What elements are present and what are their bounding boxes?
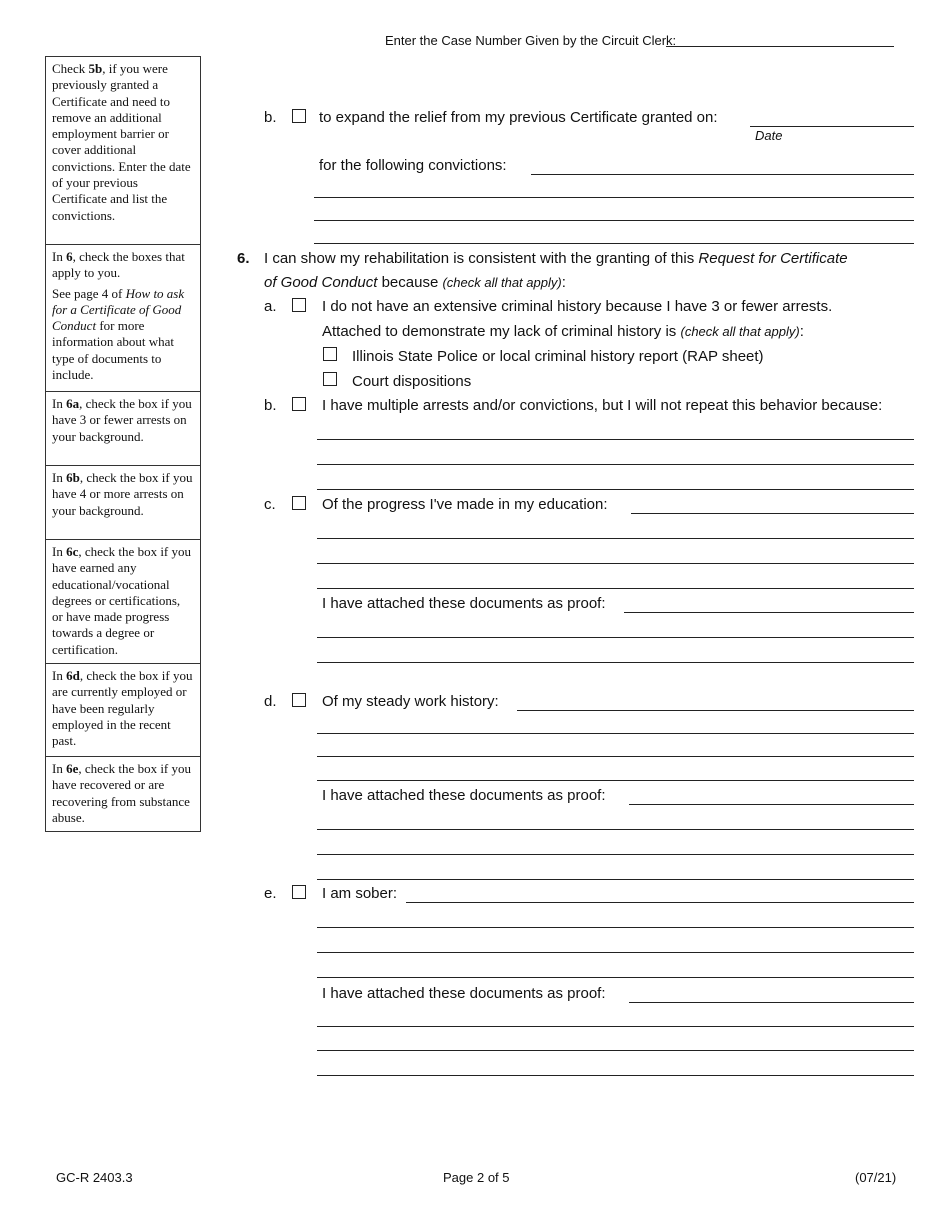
item-6c-field-line[interactable]	[317, 588, 914, 589]
item-6d-checkbox[interactable]	[292, 693, 306, 707]
section-6-intro-line2: of Good Conduct because (check all that apply):	[264, 274, 566, 291]
rap-sheet-label: Illinois State Police or local criminal history report (RAP sheet)	[352, 348, 764, 365]
case-number-label: Enter the Case Number Given by the Circuit Clerk:	[385, 33, 677, 48]
item-5b-checkbox[interactable]	[292, 109, 306, 123]
item-6c-proof-field-line[interactable]	[624, 612, 914, 613]
date-caption: Date	[755, 128, 783, 143]
item-6c-field-line[interactable]	[317, 538, 914, 539]
item-6c-field-line[interactable]	[631, 513, 914, 514]
item-6e-proof-field-line[interactable]	[317, 1050, 914, 1051]
item-6d-proof-label: I have attached these documents as proof:	[322, 787, 606, 804]
item-6e-text: I am sober:	[322, 885, 398, 902]
convictions-label: for the following convictions:	[319, 157, 507, 174]
section-6-number: 6.	[237, 250, 250, 267]
court-dispositions-label: Court dispositions	[352, 373, 472, 390]
item-6c-field-line[interactable]	[317, 563, 914, 564]
item-6b-field-line[interactable]	[317, 439, 914, 440]
court-dispositions-checkbox[interactable]	[323, 372, 337, 386]
item-6e-checkbox[interactable]	[292, 885, 306, 899]
item-6e-proof-field-line[interactable]	[629, 1002, 914, 1003]
item-6d-text: Of my steady work history:	[322, 693, 499, 710]
instruction-box-6: In 6, check the boxes that apply to you. See page 4 of How to ask for a Certificate of Good Conduct for more information about what type of documents to include.	[46, 245, 200, 392]
item-6e-proof-label: I have attached these documents as proof:	[322, 985, 606, 1002]
page-number: Page 2 of 5	[443, 1170, 510, 1185]
instruction-box-5b: Check 5b, if you were previously granted a Certificate and need to remove an additional employment barrier or cover additional convictions. Enter the date of your previous Certificate and list the convictions.	[46, 57, 200, 245]
item-5b-letter: b.	[264, 109, 277, 126]
case-number-field[interactable]	[666, 46, 894, 47]
form-revision-date: (07/21)	[855, 1170, 897, 1185]
item-6b-text: I have multiple arrests and/or convictions, but I will not repeat this behavior because:	[322, 397, 883, 414]
item-6e-proof-field-line[interactable]	[317, 1075, 914, 1076]
previous-certificate-date-field[interactable]	[750, 126, 914, 127]
instruction-box-6e: In 6e, check the box if you have recovered or are recovering from substance abuse.	[52, 761, 192, 825]
item-6a-attached-label: Attached to demonstrate my lack of criminal history is (check all that apply):	[322, 323, 804, 340]
item-6e-field-line[interactable]	[406, 902, 914, 903]
item-6a-checkbox[interactable]	[292, 298, 306, 312]
convictions-field-line[interactable]	[531, 174, 914, 175]
convictions-field-line[interactable]	[314, 243, 914, 244]
item-6b-letter: b.	[264, 397, 277, 414]
item-6c-text: Of the progress I've made in my education:	[322, 496, 608, 513]
item-6c-proof-label: I have attached these documents as proof:	[322, 595, 606, 612]
item-6c-checkbox[interactable]	[292, 496, 306, 510]
convictions-field-line[interactable]	[314, 197, 914, 198]
instructions-sidebar	[45, 56, 201, 832]
item-6c-letter: c.	[264, 496, 276, 513]
item-6d-field-line[interactable]	[517, 710, 914, 711]
item-6b-field-line[interactable]	[317, 489, 914, 490]
item-6e-field-line[interactable]	[317, 977, 914, 978]
instruction-box-6d: In 6d, check the box if you are currently employed or have been regularly employed in the recent past.	[46, 664, 200, 757]
item-6d-proof-field-line[interactable]	[317, 879, 914, 880]
item-6a-letter: a.	[264, 298, 277, 315]
item-6e-field-line[interactable]	[317, 952, 914, 953]
item-6d-field-line[interactable]	[317, 756, 914, 757]
instruction-box-6a: In 6a, check the box if you have 3 or fewer arrests on your background.	[46, 392, 200, 466]
item-6b-checkbox[interactable]	[292, 397, 306, 411]
form-id: GC-R 2403.3	[56, 1170, 133, 1185]
item-6a-text: I do not have an extensive criminal history because I have 3 or fewer arrests.	[322, 298, 833, 315]
item-5b-text: to expand the relief from my previous Certificate granted on:	[319, 109, 718, 126]
item-6d-proof-field-line[interactable]	[317, 829, 914, 830]
item-6d-letter: d.	[264, 693, 277, 710]
item-6e-letter: e.	[264, 885, 277, 902]
item-6c-proof-field-line[interactable]	[317, 662, 914, 663]
section-6-intro-line1: I can show my rehabilitation is consistent with the granting of this Request for Certificate	[264, 250, 848, 267]
item-6d-field-line[interactable]	[317, 780, 914, 781]
item-6d-proof-field-line[interactable]	[629, 804, 914, 805]
rap-sheet-checkbox[interactable]	[323, 347, 337, 361]
item-6e-proof-field-line[interactable]	[317, 1026, 914, 1027]
item-6b-field-line[interactable]	[317, 464, 914, 465]
item-6d-proof-field-line[interactable]	[317, 854, 914, 855]
item-6d-field-line[interactable]	[317, 733, 914, 734]
instruction-box-6c: In 6c, check the box if you have earned any educational/vocational degrees or certifications, or have made progress towards a degree or certification.	[46, 540, 200, 664]
item-6c-proof-field-line[interactable]	[317, 637, 914, 638]
convictions-field-line[interactable]	[314, 220, 914, 221]
item-6e-field-line[interactable]	[317, 927, 914, 928]
instruction-box-6b: In 6b, check the box if you have 4 or more arrests on your background.	[46, 466, 200, 540]
